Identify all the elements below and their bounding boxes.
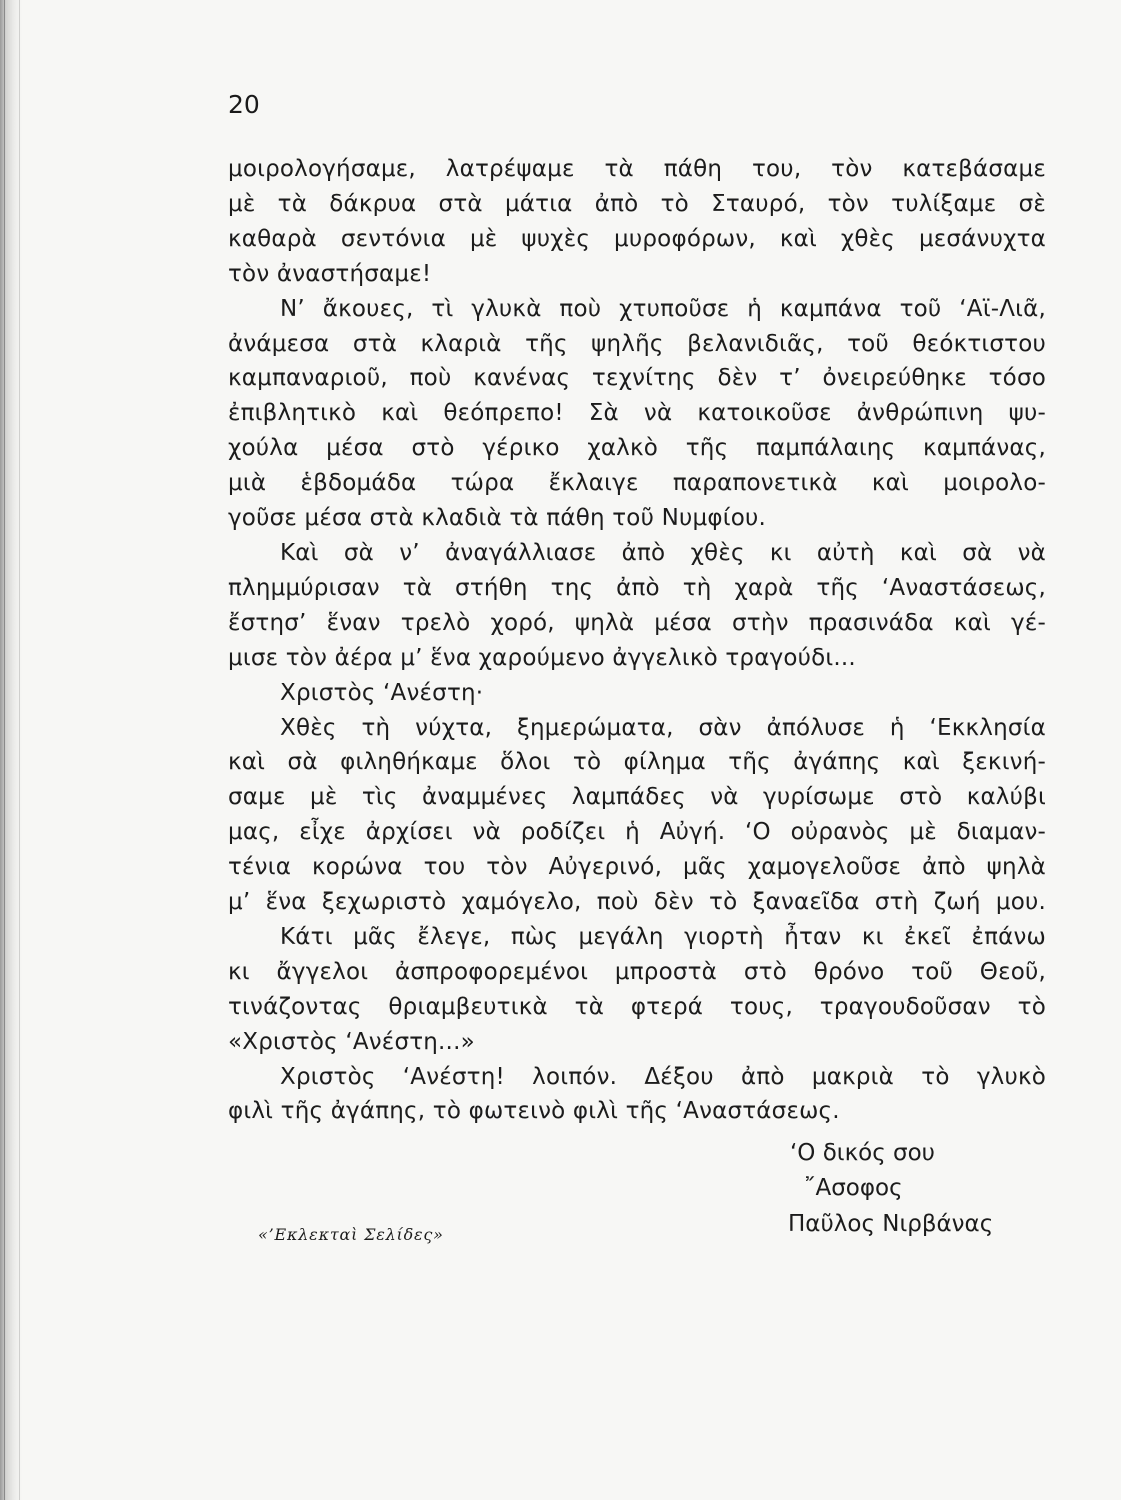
text-line: μας, εἶχε ἀρχίσει νὰ ροδίζει ἡ Αὐγή. ‘Ο οὐρανὸς μὲ διαμαν- (228, 819, 1046, 846)
text-line: καθαρὰ σεντόνια μὲ ψυχὲς μυροφόρων, καὶ χθὲς μεσάνυχτα (228, 225, 1046, 252)
text-line: κι ἄγγελοι ἀσπροφορεμένοι μπροστὰ στὸ θρόνο τοῦ Θεοῦ, (228, 958, 1046, 985)
signature-closing: ‘Ο δικός σου (790, 1140, 935, 1166)
text-line: ἀνάμεσα στὰ κλαριὰ τῆς ψηλῆς βελανιδιᾶς, τοῦ θεόκτιστου (228, 330, 1046, 357)
text-line: καὶ σὰ φιληθήκαμε ὅλοι τὸ φίλημα τῆς ἀγάπης καὶ ξεκινή- (228, 749, 1046, 776)
text-line: Καὶ σὰ ν’ ἀναγάλλιασε ἀπὸ χθὲς κι αὐτὴ καὶ σὰ νὰ (280, 539, 1046, 566)
text-line: πλημμύρισαν τὰ στήθη της ἀπὸ τὴ χαρὰ τῆς ‘Αναστάσεως, (228, 574, 1046, 601)
text-line: καμπαναριοῦ, ποὺ κανένας τεχνίτης δὲν τ’ ὀνειρεύθηκε τόσο (228, 365, 1046, 392)
text-line: γοῦσε μέσα στὰ κλαδιὰ τὰ πάθη τοῦ Νυμφίου. (228, 505, 766, 532)
text-line: Χθὲς τὴ νύχτα, ξημερώματα, σὰν ἀπόλυσε ἡ ‘Εκκλησία (280, 714, 1046, 741)
text-line: Χριστὸς ‘Ανέστη· (280, 679, 484, 706)
author-name: Παῦλος Νιρβάνας (788, 1211, 994, 1237)
text-line: Ν’ ἄκουες, τὶ γλυκὰ ποὺ χτυποῦσε ἡ καμπάνα τοῦ ‘Αϊ-Λιᾶ, (280, 295, 1046, 322)
page-number: 20 (228, 90, 260, 119)
text-line: μ’ ἕνα ξεχωριστὸ χαμόγελο, ποὺ δὲν τὸ ξαναεῖδα στὴ ζωή μου. (228, 889, 1046, 916)
text-line: μισε τὸν ἀέρα μ’ ἕνα χαρούμενο ἀγγελικὸ τραγούδι... (228, 644, 856, 671)
text-line: «Χριστὸς ‘Ανέστη...» (228, 1028, 475, 1055)
text-line: μὲ τὰ δάκρυα στὰ μάτια ἀπὸ τὸ Σταυρό, τὸν τυλίξαμε σὲ (228, 190, 1046, 217)
text-line: μοιρολογήσαμε, λατρέψαμε τὰ πάθη του, τὸν κατεβάσαμε (228, 156, 1046, 182)
page-edge (4, 0, 20, 1500)
text-line: ἔστησ’ ἕναν τρελὸ χορό, ψηλὰ μέσα στὴν πρασινάδα καὶ γέ- (228, 609, 1046, 636)
body-text (228, 152, 1046, 1129)
text-line: φιλὶ τῆς ἀγάπης, τὸ φωτεινὸ φιλὶ τῆς ‘Αναστάσεως. (228, 1098, 840, 1125)
text-line: σαμε μὲ τὶς ἀναμμένες λαμπάδες νὰ γυρίσωμε στὸ καλύβι (228, 784, 1046, 811)
text-line: ἐπιβλητικὸ καὶ θεόπρεπο! Σὰ νὰ κατοικοῦσε ἀνθρώπινη ψυ- (228, 400, 1046, 427)
text-line: τινάζοντας θριαμβευτικὰ τὰ φτερά τους, τραγουδοῦσαν τὸ (228, 993, 1046, 1020)
text-line: χούλα μέσα στὸ γέρικο χαλκὸ τῆς παμπάλαιης καμπάνας, (228, 435, 1046, 462)
text-line: Κάτι μᾶς ἔλεγε, πὼς μεγάλη γιορτὴ ἦταν κι ἐκεῖ ἐπάνω (280, 923, 1046, 950)
text-line: μιὰ ἑβδομάδα τώρα ἔκλαιγε παραπονετικὰ καὶ μοιρολο- (228, 470, 1046, 497)
text-line: τὸν ἀναστήσαμε! (228, 260, 432, 287)
text-line: τένια κορώνα του τὸν Αὐγερινό, μᾶς χαμογελοῦσε ἀπὸ ψηλὰ (228, 854, 1046, 881)
text-line: Χριστὸς ‘Ανέστη! λοιπόν. Δέξου ἀπὸ μακριὰ τὸ γλυκὸ (280, 1063, 1046, 1090)
signature-pseudonym: ῎Ασοφος (804, 1174, 903, 1201)
signature-block (788, 1136, 993, 1242)
source-citation: «’Εκλεκταὶ Σελίδες» (258, 1225, 444, 1244)
